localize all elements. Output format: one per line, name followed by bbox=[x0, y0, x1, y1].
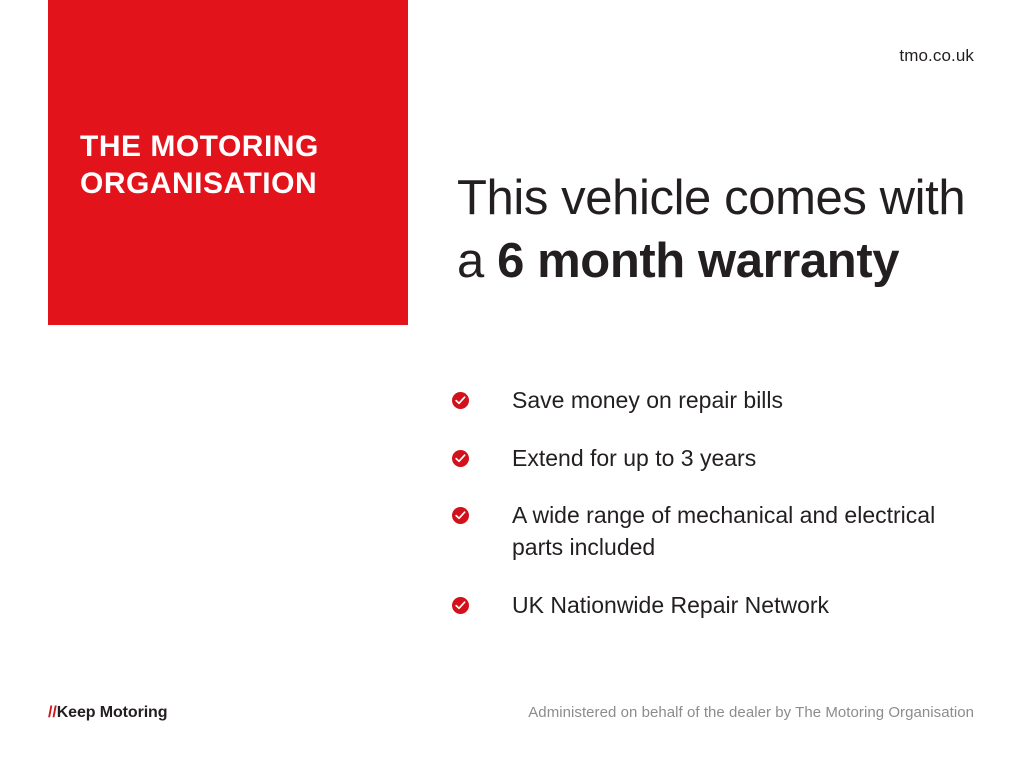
headline-part-1: This vehicle comes with a bbox=[457, 170, 966, 289]
list-item bbox=[452, 590, 992, 622]
check-circle-icon bbox=[452, 392, 469, 409]
list-item bbox=[452, 500, 992, 563]
check-circle-icon bbox=[452, 450, 469, 467]
footer-slashes: // bbox=[48, 704, 57, 721]
brand-name-line-2: ORGANISATION bbox=[80, 166, 318, 200]
check-circle-icon bbox=[452, 507, 469, 524]
brand-name-line-1: THE MOTORING bbox=[80, 129, 319, 163]
benefit-text: Extend for up to 3 years bbox=[512, 444, 757, 471]
footer-disclaimer: Administered on behalf of the dealer by The Motoring Organisation bbox=[528, 704, 974, 721]
list-item bbox=[452, 443, 992, 475]
benefit-text: A wide range of mechanical and electrical parts included bbox=[512, 502, 936, 561]
check-circle-icon bbox=[452, 597, 469, 614]
list-item bbox=[452, 385, 992, 417]
headline-emphasis: 6 month warranty bbox=[497, 234, 900, 289]
site-url: tmo.co.uk bbox=[899, 46, 974, 65]
footer-tagline bbox=[48, 704, 167, 722]
benefit-text: Save money on repair bills bbox=[512, 387, 784, 413]
benefit-text: UK Nationwide Repair Network bbox=[512, 591, 830, 618]
headline bbox=[457, 167, 987, 293]
benefits-list bbox=[452, 385, 992, 622]
brand-logo-text bbox=[48, 129, 329, 202]
footer-tagline-text: Keep Motoring bbox=[56, 704, 168, 721]
brand-logo bbox=[48, 0, 408, 325]
